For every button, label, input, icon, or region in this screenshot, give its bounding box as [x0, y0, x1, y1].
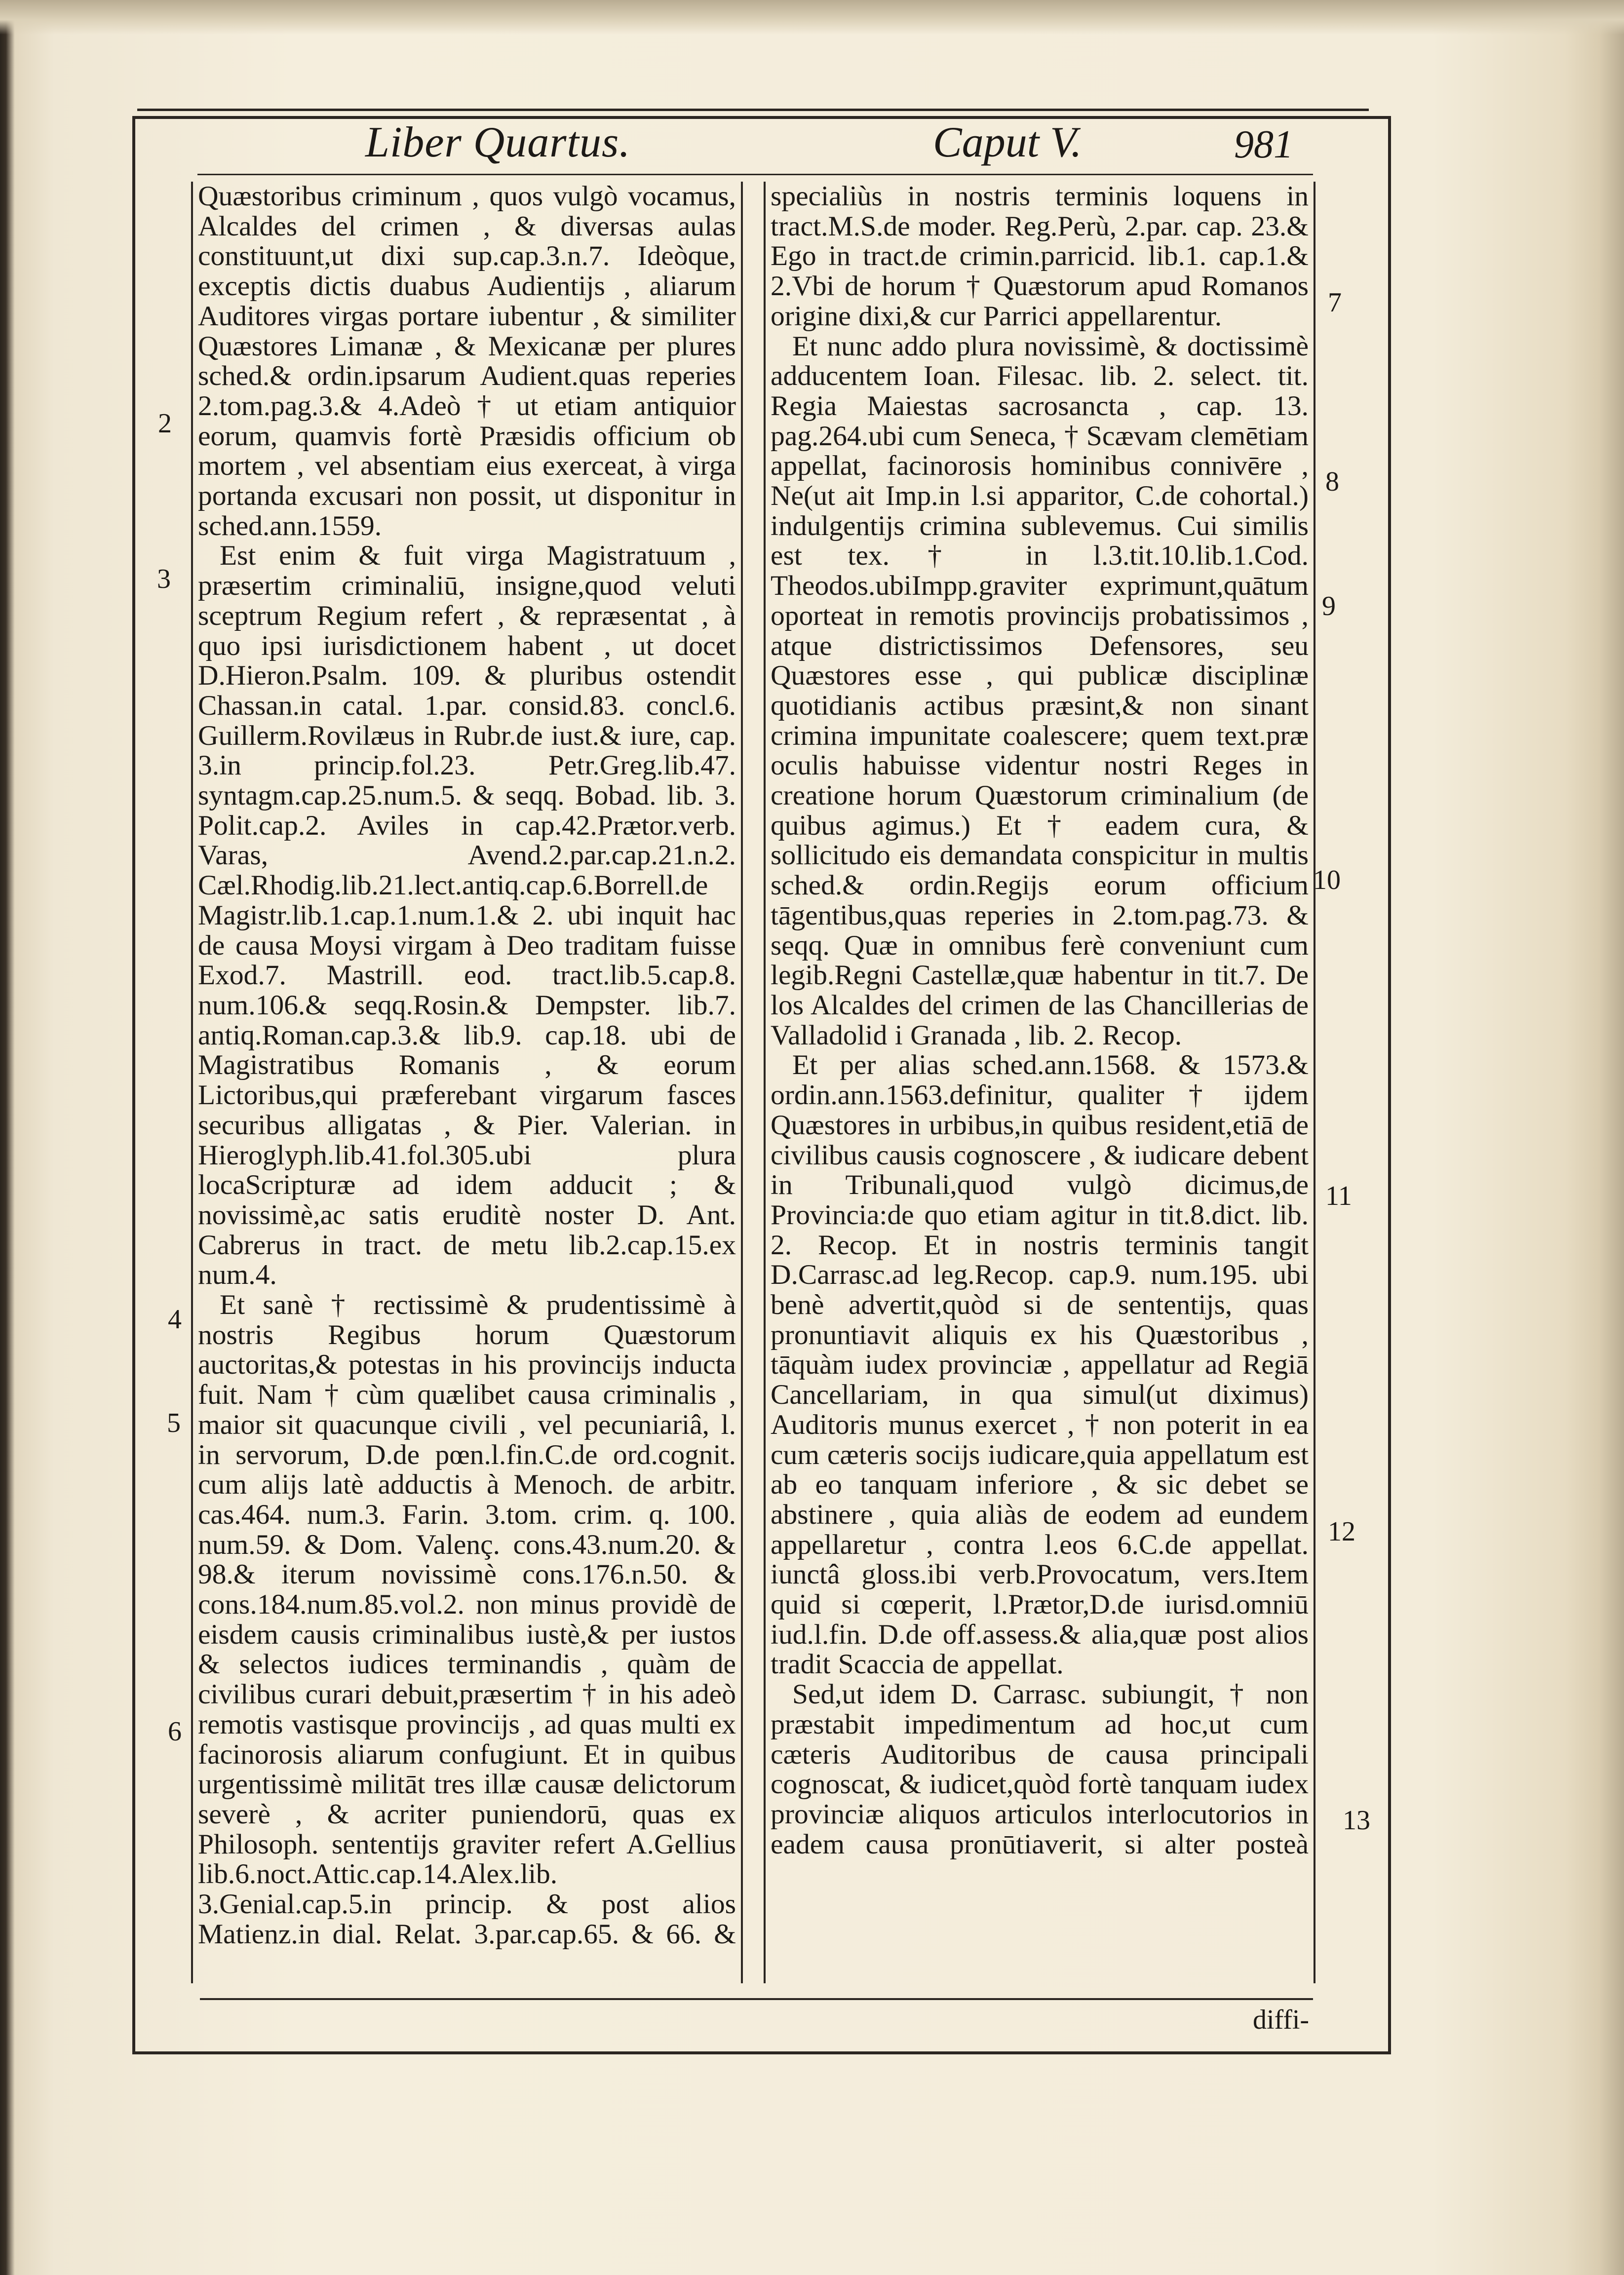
- margin-number-left: 2: [158, 408, 172, 439]
- page-number: 981: [1234, 123, 1293, 166]
- margin-number-left: 3: [157, 564, 171, 594]
- margin-number-left: 4: [168, 1304, 182, 1335]
- running-head-chapter: Caput V.: [933, 118, 1082, 166]
- margin-number-right: 13: [1343, 1805, 1370, 1836]
- margin-number-left: 6: [168, 1716, 182, 1747]
- margin-number-right: 9: [1322, 591, 1336, 621]
- margin-number-right: 12: [1328, 1516, 1355, 1547]
- running-head-book: Liber Quartus.: [365, 118, 631, 166]
- page-top-edge: [0, 0, 1624, 35]
- paragraph: Est enim & fuit virga Magistratuum , præsertim criminaliū, insigne,quod veluti sceptrum Regium refert , & repræsentat , à quo ipsi iurisdictionem habent , ut docet D.Hieron.Psalm. 109. & pluribus ostendit Chassan.in catal. 1.par. consid.83. concl.6. Guillerm.Rovilæus in Rubr.de iust.& iure, cap. 3.in princip.fol.23. Petr.Greg.lib.47. syntagm.cap.25.num.5. & seqq. Bobad. lib. 3. Polit.cap.2. Aviles in cap.42.Prætor.verb. Varas, Avend.2.par.cap.21.n.2. Cæl.Rhodig.lib.21.lect.antiq.cap.6.Borrell.de Magistr.lib.1.cap.1.num.1.& 2. ubi inquit hac de causa Moysi virgam à Deo traditam fuisse Exod.7. Mastrill. eod. tract.lib.5.cap.8. num.106.& seqq.Rosin.& Dempster. lib.7. antiq.Roman.cap.3.& lib.9. cap.18. ubi de Magistratibus Romanis , & eorum Lictoribus,qui præferebant virgarum fasces securibus alligatas , & Pier. Valerian. in Hieroglyph.lib.41.fol.305.ubi plura locaScripturæ ad idem adducit ; & novissimè,ac satis eruditè noster D. Ant. Cabrerus in tract. de metu lib.2.cap.15.ex num.4.: [198, 540, 736, 1291]
- catchword: diffi-: [1253, 2005, 1310, 2035]
- margin-number-right: 7: [1328, 287, 1342, 318]
- right-text-column: [764, 182, 1315, 1983]
- paragraph: Quæstoribus criminum , quos vulgò vocamus, Alcaldes del crimen , & diversas aulas constituunt,ut dixi sup.cap.3.n.7. Ideòque, exceptis dictis duabus Audientijs , aliarum Auditores virgas portare iubentur , & similiter Quæstores Limanæ , & Mexicanæ per plures sched.& ordin.ipsarum Audient.quas reperies 2.tom.pag.3.& 4.Adeò † ut etiam antiquior eorum, quamvis fortè Præsidis officium ob mortem , vel absentiam eius exerceat, à virga portanda excusari non possit, ut disponitur in sched.ann.1559.: [198, 181, 736, 541]
- paragraph: Sed,ut idem D. Carrasc. subiungit, † non præstabit impedimentum ad hoc,ut cum cæteris Auditoribus de causa principali cognoscat, & iudicet,quòd fortè tanquam iudex provinciæ aliquos articulos interlocutorios in eadem causa pronūtiaverit, si alter posteà: [771, 1679, 1309, 1860]
- margin-number-right: 8: [1325, 466, 1339, 497]
- paragraph: Et nunc addo plura novissimè, & doctissimè adducentem Ioan. Filesac. lib. 2. select. tit. Regia Maiestas sacrosancta , cap. 13. pag.264.ubi cum Seneca, † Scævam clemētiam appellat, facinorosis hominibus connivēre , Ne(ut ait Imp.in l.si apparitor, C.de cohortal.) indulgentijs crimina sublevemus. Cui similis est tex.† in l.3.tit.10.lib.1.Cod. Theodos.ubiImpp.graviter exprimunt,quātum oporteat in remotis provincijs probatissimos , atque districtissimos Defensores, seu Quæstores esse , qui publicæ disciplinæ quotidianis actibus præsint,& non sinant crimina impunitate coalescere; quem text.præ oculis habuisse videntur nostri Reges in creatione horum Quæstorum criminalium (de quibus agimus.) Et † eadem cura, & sollicitudo eis demandata conspicitur in multis sched.& ordin.Regijs eorum officium tāgentibus,quas reperies in 2.tom.pag.73. & seqq. Quæ in omnibus ferè conveniunt cum legib.Regni Castellæ,quæ habentur in tit.7. De los Alcaldes del crimen de las Chancillerias de Valladolid i Granada , lib. 2. Recop.: [771, 330, 1309, 1051]
- margin-number-right: 10: [1313, 865, 1341, 895]
- paragraph: Et per alias sched.ann.1568. & 1573.& ordin.ann.1563.definitur, qualiter † ijdem Quæstores in urbibus,in quibus resident,etiā de civilibus causis cognoscere , & iudicare debent in Tribunali,quod vulgò dicimus,de Provincia:de quo etiam agitur in tit.8.dict. lib. 2. Recop. Et in nostris terminis tangit D.Carrasc.ad leg.Recop. cap.9. num.195. ubi benè advertit,quòd si de sententijs, quas pronuntiavit aliquis ex his Quæstoribus , tāquàm iudex provinciæ , appellatur ad Regiā Cancellariam, in qua simul(ut diximus) Auditoris munus exercet , † non poterit in ea cum cæteris socijs iudicare,quia appellatum est ab eo tanquam inferiore , & sic debet se abstinere , quia aliàs de eodem ad eundem appellaretur , contra l.eos 6.C.de appellat. iunctâ gloss.ibi verb.Provocatum, vers.Item quid si cœperit, l.Prætor,D.de iurisd.omniū iud.l.fin. D.de off.assess.& alia,quæ post alios tradit Scaccia de appellat.: [771, 1049, 1309, 1680]
- paragraph: Et sanè † rectissimè & prudentissimè à nostris Regibus horum Quæstorum auctoritas,& potestas in his provincijs inducta fuit. Nam † cùm quælibet causa criminalis , maior sit quacunque civili , vel pecuniariâ, l. in servorum, D.de pœn.l.fin.C.de ord.cognit. cum alijs latè adductis à Menoch. de arbitr. cas.464. num.3. Farin. 3.tom. crim. q. 100. num.59. & Dom. Valenç. cons.43.num.20. & 98.& iterum novissimè cons.176.n.50. & cons.184.num.85.vol.2. non minus providè de eisdem causis criminalibus iustè,& per iustos & selectos iudices terminandis , quàm de civilibus curari debuit,præsertim † in his adeò remotis vastisque provincijs , ad quas multi ex facinorosis aliarum confugiunt. Et in quibus urgentissimè militāt tres illæ causæ delictorum severè , & acriter puniendorū, quas ex Philosoph. sententijs graviter refert A.Gellius lib.6.noct.Attic.cap.14.Alex.lib. 3.Genial.cap.5.in princip. & post alios Matienz.in dial. Relat. 3.par.cap.65. & 66. &: [198, 1289, 736, 1950]
- header-top-rule: [137, 109, 1369, 111]
- left-text-column: [191, 182, 743, 1983]
- paragraph: specialiùs in nostris terminis loquens in tract.M.S.de moder. Reg.Perù, 2.par. cap. 23.& Ego in tract.de crimin.parricid. lib.1. cap.1.& 2.Vbi de horum † Quæstorum apud Romanos origine dixi,& cur Parrici appellarentur.: [771, 181, 1309, 332]
- bottom-rule: [200, 1998, 1313, 2000]
- header-bottom-rule: [197, 174, 1313, 175]
- margin-number-right: 11: [1325, 1181, 1352, 1211]
- margin-number-left: 5: [167, 1408, 181, 1438]
